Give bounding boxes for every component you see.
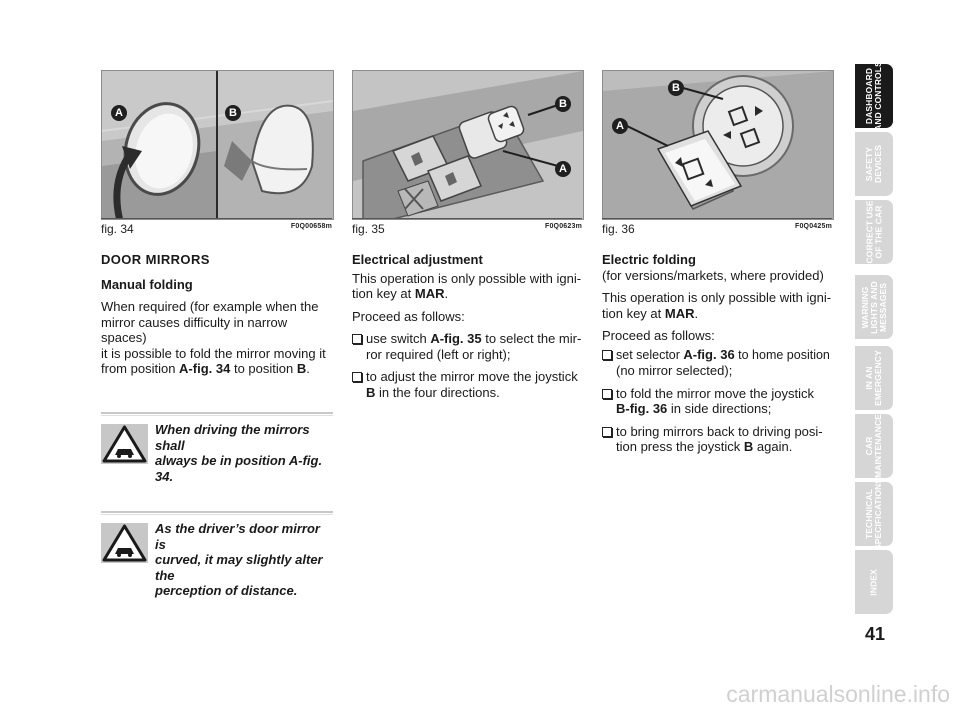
column-electrical-adjustment bbox=[352, 252, 584, 407]
figure-34-label-a: A bbox=[115, 107, 123, 119]
tab-dashboard-and-controls[interactable] bbox=[855, 61, 893, 131]
list-item bbox=[602, 424, 834, 455]
figure-35-number: fig. 35 bbox=[352, 222, 385, 236]
figure-34-caption bbox=[101, 218, 332, 237]
tab-index[interactable] bbox=[855, 550, 893, 614]
divider bbox=[101, 514, 333, 515]
text-fragment: to select the mir- bbox=[481, 331, 582, 346]
warning-text bbox=[155, 422, 333, 484]
text-fragment: . bbox=[306, 361, 310, 376]
list-item bbox=[352, 331, 584, 362]
watermark: carmanualsonline.info bbox=[726, 681, 950, 707]
text-line: This operation is only possible with igni- bbox=[352, 270, 582, 286]
tab-label: IN AN EMERGENCY bbox=[864, 350, 883, 406]
text-fragment: in the four directions. bbox=[375, 384, 500, 400]
divider bbox=[101, 412, 333, 414]
ignition-note bbox=[352, 271, 584, 302]
list-item bbox=[602, 386, 834, 417]
warning-box-driving-position bbox=[101, 412, 333, 484]
text-line: When driving the mirrors shall bbox=[155, 422, 310, 453]
text-line: mirror causes difficulty in narrow spaces) bbox=[101, 314, 288, 345]
checkbox-bullet-icon bbox=[352, 372, 362, 382]
figure-34-label-b: B bbox=[229, 107, 237, 119]
key-position: MAR bbox=[664, 305, 695, 321]
figure-35-code: F0Q0623m bbox=[544, 223, 582, 230]
checkbox-bullet-icon bbox=[602, 350, 612, 360]
text-line: from position bbox=[101, 361, 180, 376]
subsection-title-electric-folding: Electric folding bbox=[602, 252, 696, 267]
figure-36-caption bbox=[602, 218, 832, 237]
tab-label: INDEX bbox=[868, 568, 879, 596]
text-fragment: use switch bbox=[366, 331, 431, 346]
figure-reference: A-fig. 36 bbox=[683, 346, 735, 362]
tab-label: DASHBOARD AND CONTROLS bbox=[864, 61, 884, 131]
checkbox-bullet-icon bbox=[602, 427, 612, 437]
figure-36-label-b: B bbox=[672, 82, 680, 94]
proceed-label: Proceed as follows: bbox=[352, 308, 465, 324]
subsection-title-manual-folding: Manual folding bbox=[101, 276, 193, 292]
figure-36-label-a: A bbox=[616, 120, 624, 132]
tab-label: TECHNICAL SPECIFICATIONS bbox=[864, 477, 883, 551]
figure-34-code: F0Q00658m bbox=[290, 223, 332, 230]
warning-box-curved-mirror bbox=[101, 511, 333, 598]
tab-technical-specifications[interactable] bbox=[855, 477, 893, 551]
figure-34-number: fig. 34 bbox=[101, 222, 134, 236]
text-fragment: to position bbox=[230, 361, 297, 376]
text-fragment: . bbox=[444, 286, 449, 301]
figure-35-label-a: A bbox=[559, 163, 567, 175]
list-item bbox=[352, 369, 584, 400]
text-fragment: in side directions; bbox=[667, 401, 772, 416]
manual-folding-paragraph bbox=[101, 299, 333, 377]
joystick-reference: B bbox=[366, 384, 376, 400]
text-fragment: tion key at bbox=[602, 305, 665, 321]
text-line: As the driver’s door mirror is bbox=[155, 521, 320, 552]
figure-reference: A-fig. 35 bbox=[430, 331, 482, 346]
tab-label: SAFETY DEVICES bbox=[864, 144, 883, 184]
ignition-note bbox=[602, 290, 834, 321]
text-fragment: again. bbox=[753, 439, 793, 454]
text-line: to fold the mirror move the joystick bbox=[616, 385, 814, 401]
key-position: MAR bbox=[414, 286, 445, 301]
tab-label: CAR MAINTENANCE bbox=[864, 414, 883, 478]
page-number: 41 bbox=[864, 624, 886, 644]
figure-reference: A-fig. 34 bbox=[179, 361, 231, 376]
text-line: When required (for example when the bbox=[101, 299, 319, 314]
figure-reference: B-fig. 36 bbox=[616, 401, 668, 416]
tab-car-maintenance[interactable] bbox=[855, 414, 893, 478]
figure-36-number: fig. 36 bbox=[602, 222, 635, 236]
text-line: This operation is only possible with igni- bbox=[602, 290, 832, 305]
text-fragment: . bbox=[694, 305, 699, 321]
tab-warning-lights-and-messages[interactable] bbox=[855, 275, 893, 339]
tab-in-an-emergency[interactable] bbox=[855, 346, 893, 410]
figure-35-image bbox=[352, 70, 584, 220]
text-line: it is possible to fold the mirror moving it bbox=[101, 345, 326, 361]
text-line: curved, it may slightly alter the bbox=[155, 552, 323, 583]
text-line: (no mirror selected); bbox=[616, 363, 733, 378]
warning-car-icon bbox=[101, 424, 148, 464]
list-item bbox=[602, 347, 834, 379]
figure-36-image bbox=[602, 70, 834, 220]
figure-35-label-b: B bbox=[559, 98, 567, 110]
section-title: DOOR MIRRORS bbox=[101, 252, 210, 267]
figure-35-caption bbox=[352, 218, 582, 237]
proceed-label: Proceed as follows: bbox=[602, 328, 715, 343]
warning-text bbox=[155, 521, 333, 599]
checkbox-bullet-icon bbox=[352, 334, 362, 344]
tab-label: WARNING LIGHTS AND MESSAGES bbox=[859, 280, 888, 334]
tab-safety-devices[interactable] bbox=[855, 132, 893, 196]
figure-36-code: F0Q0425m bbox=[794, 223, 832, 230]
availability-note: (for versions/markets, where provided) bbox=[602, 267, 824, 283]
warning-car-icon bbox=[101, 523, 148, 563]
text-line: always be in position A-fig. 34. bbox=[155, 453, 323, 484]
tab-correct-use-of-the-car[interactable] bbox=[855, 200, 893, 264]
text-fragment: to home position bbox=[734, 347, 830, 362]
column-electric-folding bbox=[602, 252, 834, 462]
text-fragment: set selector bbox=[616, 347, 684, 362]
column-door-mirrors bbox=[101, 252, 333, 384]
text-line: to bring mirrors back to driving posi- bbox=[616, 423, 823, 439]
joystick-reference: B bbox=[743, 439, 754, 454]
divider bbox=[101, 415, 333, 416]
checkbox-bullet-icon bbox=[602, 389, 612, 399]
text-line: perception of distance. bbox=[155, 583, 298, 598]
divider bbox=[101, 511, 333, 513]
text-fragment: tion key at bbox=[352, 286, 415, 301]
text-line: ror required (left or right); bbox=[366, 346, 511, 362]
tab-label: CORRECT USE OF THE CAR bbox=[864, 200, 883, 264]
text-fragment: tion press the joystick bbox=[616, 439, 744, 454]
position-reference: B bbox=[296, 361, 307, 376]
figure-34-image bbox=[101, 70, 334, 220]
subsection-title-electrical-adjustment: Electrical adjustment bbox=[352, 252, 483, 267]
text-line: to adjust the mirror move the joystick bbox=[366, 369, 578, 384]
